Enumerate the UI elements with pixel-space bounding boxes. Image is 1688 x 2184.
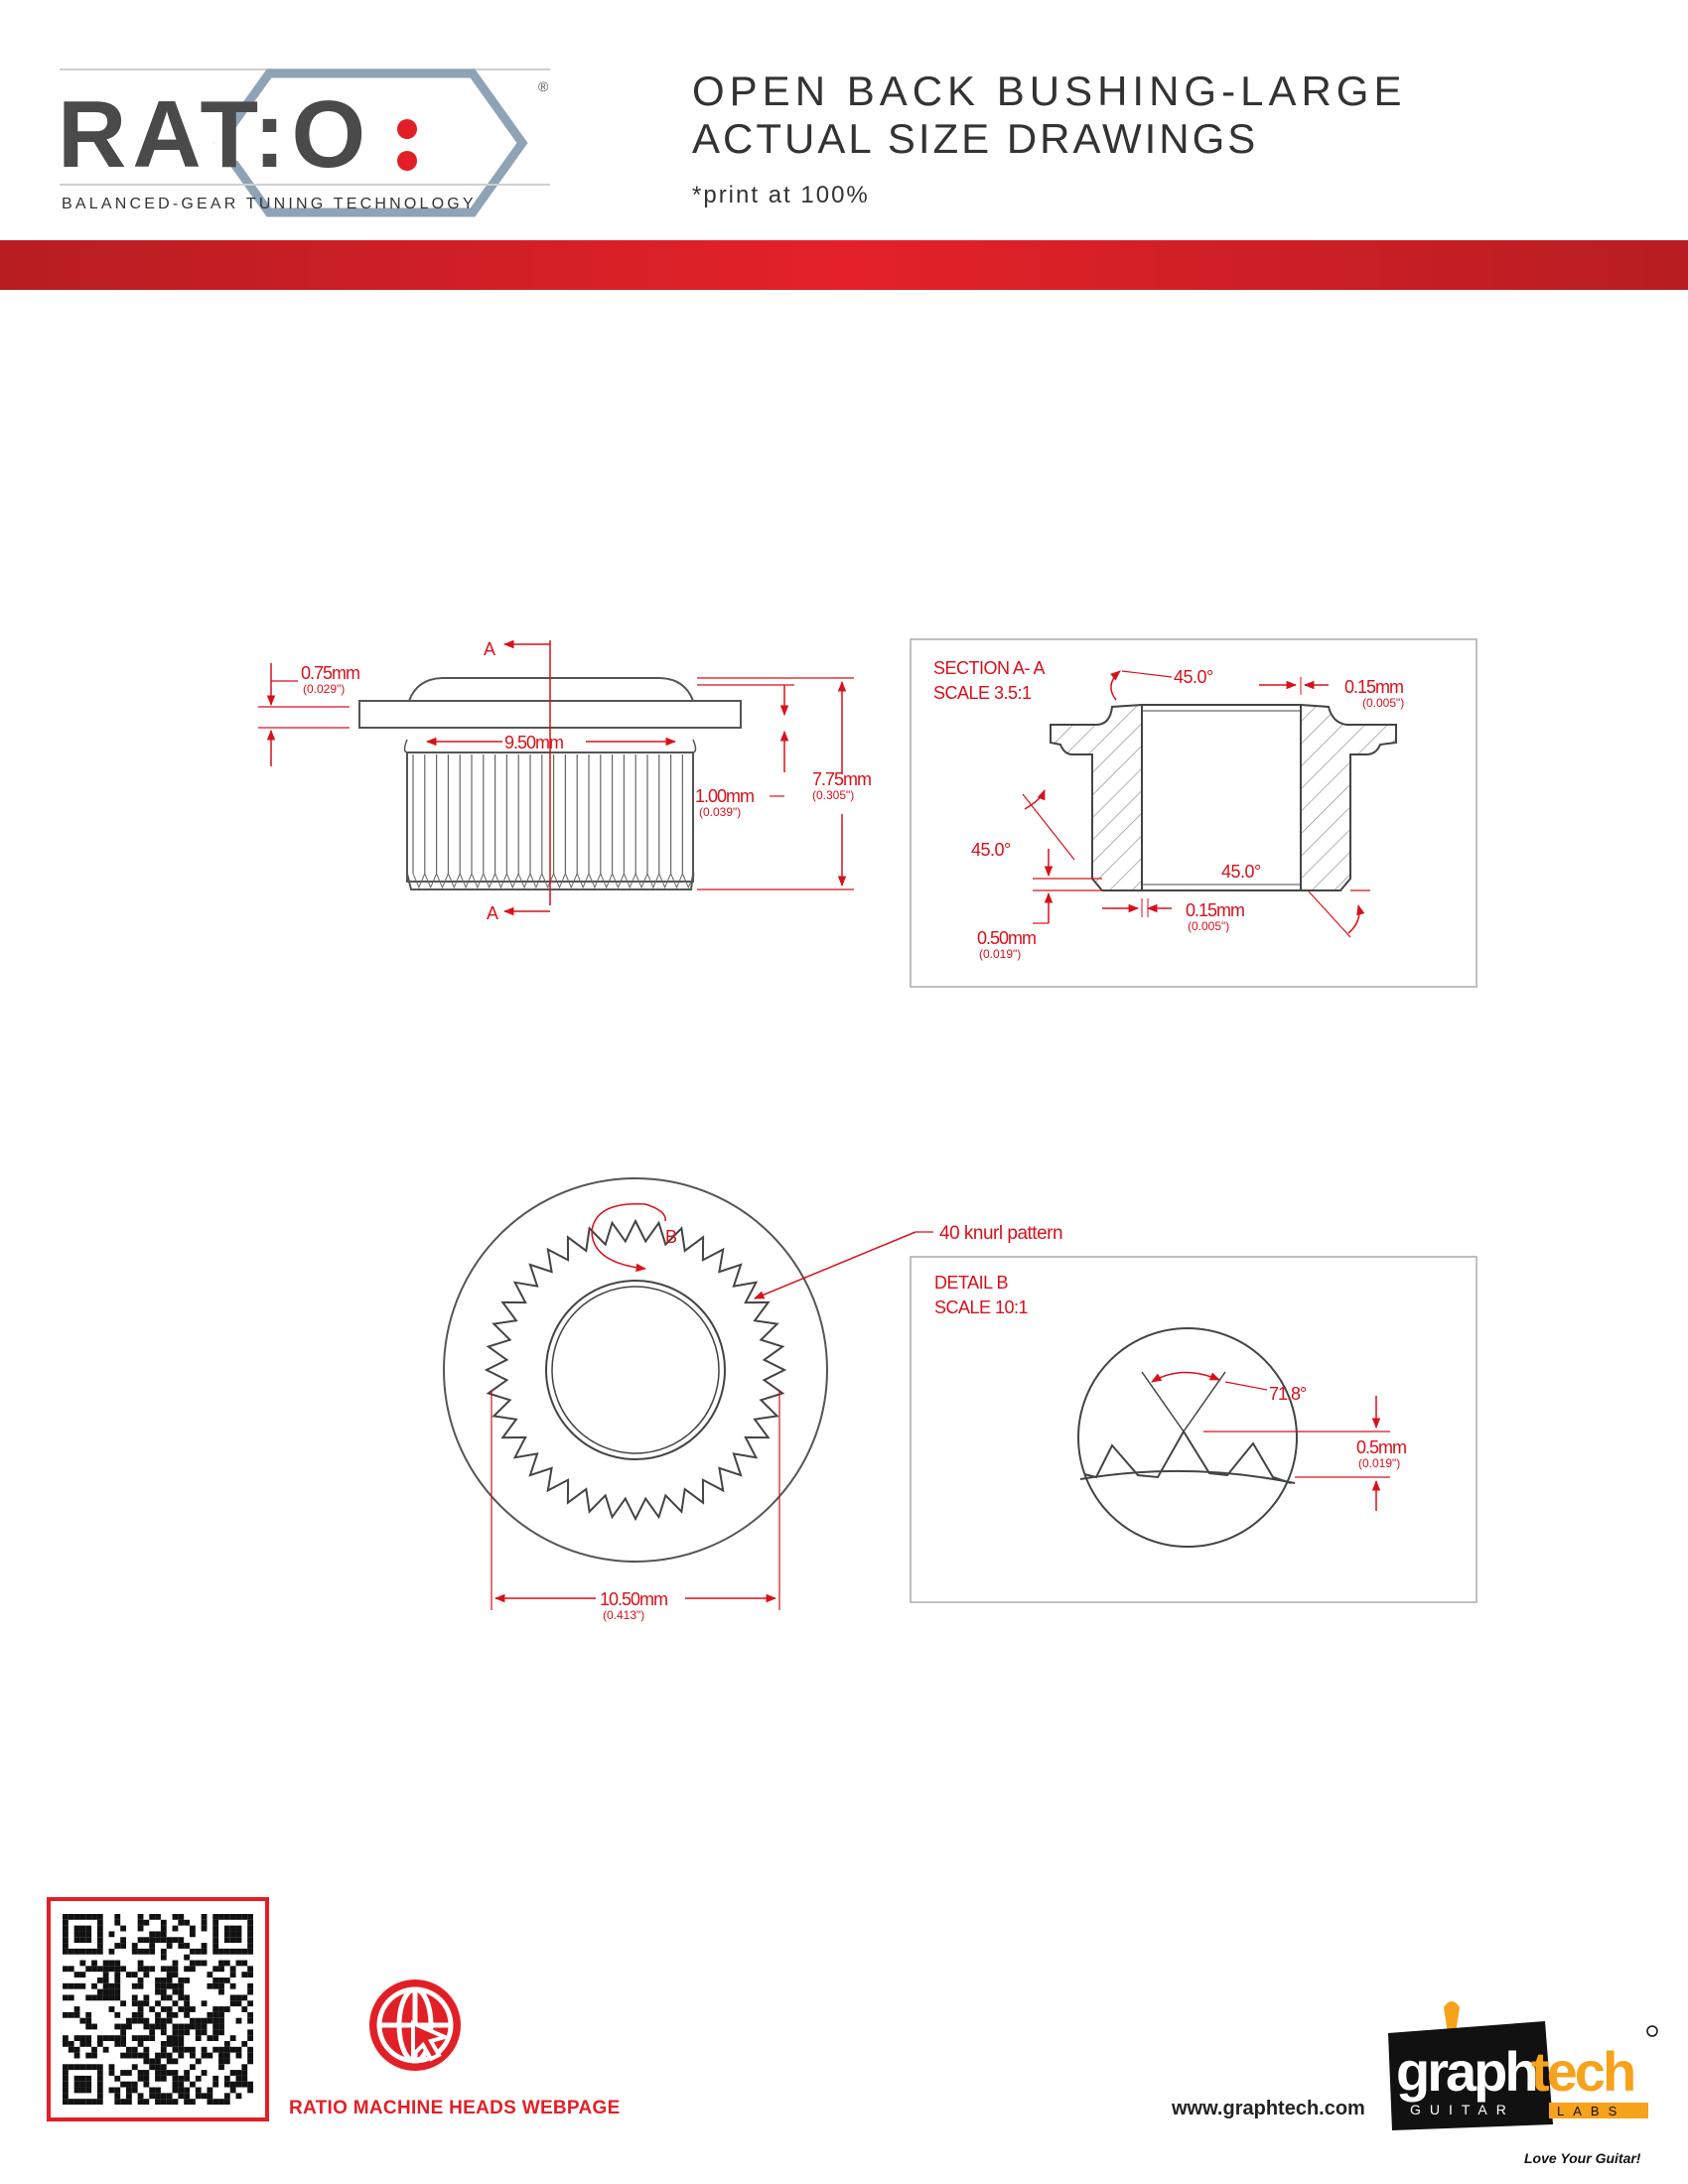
knurl-note: 40 knurl pattern [939,1223,1063,1244]
section-angle-top: 45.0° [1174,667,1213,687]
top-diameter-mm: 10.50mm [600,1589,668,1609]
detail-marker: B [665,1227,678,1247]
detail-title: DETAIL B [934,1273,1009,1293]
knurl-depth-mm: 1.00mm [695,786,755,806]
height-mm: 7.75mm [812,769,872,789]
section-lead-mm: 0.50mm [977,928,1037,948]
flange-thickness-mm: 0.75mm [301,663,360,683]
section-angle-left: 45.0° [971,840,1011,860]
graphtech-sub1: GUITAR [1410,2102,1515,2117]
registered-mark: ® [538,78,549,94]
section-chamfer-top-in: (0.005") [1362,696,1405,710]
print-note: *print at 100% [692,182,870,208]
section-scale: SCALE 3.5:1 [933,683,1032,703]
page-title: OPEN BACK BUSHING-LARGE [692,68,1407,114]
flange-thickness-in: (0.029") [303,682,346,696]
header-red-band [0,240,1688,290]
graphtech-word2: tech [1531,2040,1634,2103]
logo-dot-top [397,119,417,139]
section-marker-bottom: A [487,903,499,923]
detail-depth-mm: 0.5mm [1356,1437,1407,1457]
logo-wordmark: RAT:O [58,81,372,188]
knurl-depth-in: (0.039") [699,805,742,819]
detail-angle: 71.8° [1269,1384,1307,1404]
detail-depth-in: (0.019") [1358,1456,1401,1470]
side-view [258,639,871,923]
section-title: SECTION A- A [933,658,1046,678]
page-subtitle: ACTUAL SIZE DRAWINGS [692,115,1259,162]
graphtech-word1: graph [1396,2040,1536,2103]
logo-dot-bottom [397,151,417,171]
ratio-logo [56,62,562,220]
qr-code[interactable] [63,1913,253,2106]
section-chamfer-top-mm: 0.15mm [1344,677,1404,697]
globe-icon [365,1976,465,2075]
section-view [911,639,1477,987]
section-chamfer-bottom-in: (0.005") [1188,919,1230,933]
top-diameter-in: (0.413") [603,1608,645,1622]
technical-drawings [0,596,1688,1638]
section-lead-in: (0.019") [979,947,1022,961]
detail-view [911,1257,1477,1602]
qr-caption: RATIO MACHINE HEADS WEBPAGE [289,2098,621,2118]
section-angle-bottom: 45.0° [1221,862,1261,882]
graphtech-sub2: LABS [1557,2104,1626,2118]
qr-code-frame[interactable] [47,1897,269,2121]
height-in: (0.305") [812,788,855,802]
section-chamfer-bottom-mm: 0.15mm [1186,900,1245,920]
graphtech-logo [1382,1993,1660,2132]
graphtech-tagline: Love Your Guitar! [1524,2150,1641,2166]
logo-tagline: BALANCED-GEAR TUNING TECHNOLOGY [62,196,477,212]
side-diameter: 9.50mm [504,733,564,752]
bore-inner [552,1287,719,1453]
section-marker-top: A [484,639,496,659]
website-link[interactable]: www.graphtech.com [1172,2098,1365,2119]
detail-scale: SCALE 10:1 [934,1297,1029,1317]
